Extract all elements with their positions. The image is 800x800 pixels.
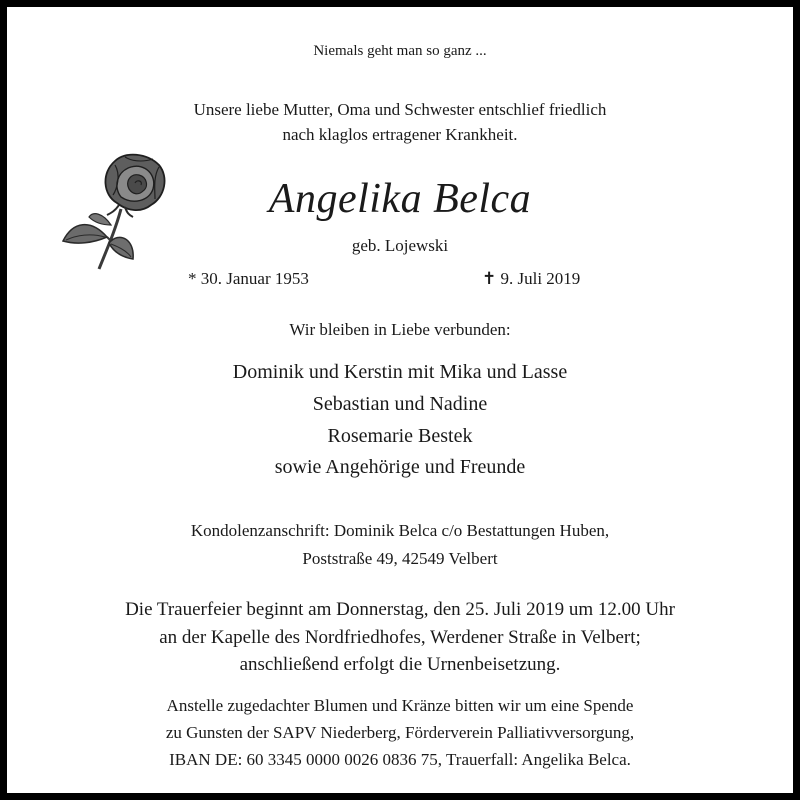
maiden-name: geb. Lojewski — [351, 236, 449, 255]
mourner-line: Dominik und Kerstin mit Mika und Lasse — [232, 361, 568, 383]
ceremony-line-2: an der Kapelle des Nordfriedhofes, Werdener Straße in Velbert; — [159, 627, 641, 648]
motto: Niemals geht man so ganz ... — [313, 43, 487, 59]
donation-line-3: IBAN DE: 60 3345 0000 0026 0836 75, Trauerfall: Angelika Belca. — [169, 750, 631, 769]
death-date: ✝ 9. Juli 2019 — [482, 269, 581, 288]
intro-line-1: Unsere liebe Mutter, Oma und Schwester entschlief friedlich — [193, 100, 607, 119]
mourner-line: sowie Angehörige und Freunde — [274, 456, 526, 478]
donation-line-1: Anstelle zugedachter Blumen und Kränze bitten wir um eine Spende — [166, 696, 634, 715]
intro-line-2: nach klaglos ertragener Krankheit. — [282, 125, 518, 144]
ceremony-line-3: anschließend erfolgt die Urnenbeisetzung. — [239, 654, 561, 675]
donation-line-2: zu Gunsten der SAPV Niederberg, Förderverein Palliativversorgung, — [165, 723, 635, 742]
birth-date: * 30. Januar 1953 — [188, 269, 309, 288]
condolence-address-line-2: Poststraße 49, 42549 Velbert — [302, 549, 498, 568]
ceremony-line-1: Die Trauerfeier beginnt am Donnerstag, den 25. Juli 2019 um 12.00 Uhr — [125, 599, 675, 620]
condolence-address-line-1: Kondolenzanschrift: Dominik Belca c/o Bestattungen Huben, — [190, 521, 610, 540]
mourner-line: Rosemarie Bestek — [327, 425, 473, 447]
deceased-name: Angelika Belca — [268, 176, 532, 222]
remembrance-line: Wir bleiben in Liebe verbunden: — [289, 320, 511, 339]
mourner-line: Sebastian und Nadine — [312, 393, 488, 415]
